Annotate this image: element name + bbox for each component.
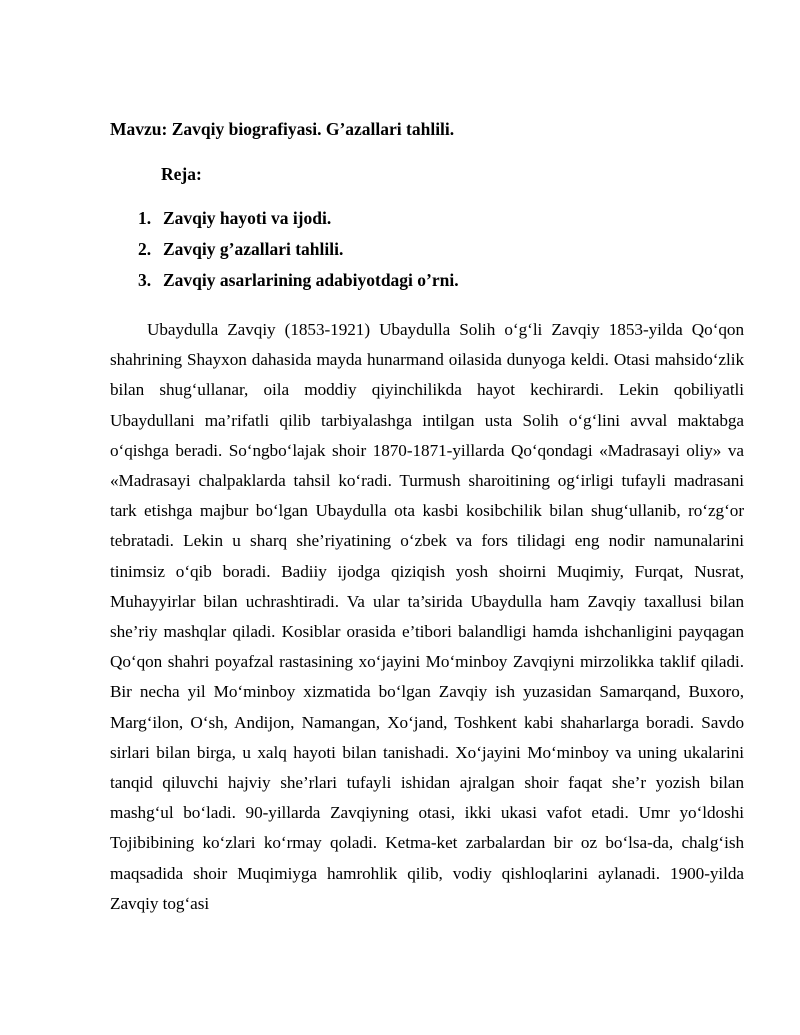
plan-item-number: 3. bbox=[138, 270, 152, 290]
plan-item bbox=[138, 238, 459, 269]
plan-item-number: 1. bbox=[138, 208, 152, 228]
plan-list bbox=[138, 207, 459, 300]
plan-item-text: Zavqiy hayoti va ijodi. bbox=[163, 208, 332, 228]
plan-item-text: Zavqiy g’azallari tahlili. bbox=[163, 239, 344, 259]
plan-item bbox=[138, 207, 459, 238]
plan-item-number: 2. bbox=[138, 239, 152, 259]
plan-item bbox=[138, 269, 459, 300]
plan-item-text: Zavqiy asarlarining adabiyotdagi o’rni. bbox=[163, 270, 459, 290]
plan-heading: Reja: bbox=[161, 164, 202, 184]
body-paragraph: Ubaydulla Zavqiy (1853-1921) Ubaydulla Solih o‘g‘li Zavqiy 1853-yilda Qo‘qon shahrining Shayxon dahasida mayda hunarmand oilasida dunyoga keldi. Otasi mahsido‘zlik bilan shug‘ullanar, oila moddiy qiyinchilikda hayot kechirardi. Lekin qobiliyatli Ubaydullani ma’rifatli qilib tarbiyalashga intilgan usta Solih o‘g‘lini avval maktabga o‘qishga beradi. So‘ngbo‘lajak shoir 1870-1871-yillarda Qo‘qondagi «Madrasayi oliy» va «Madrasayi chalpaklarda tahsil ko‘radi. Turmush sharoitining og‘irligi tufayli madrasani tark etishga majbur bo‘lgan Ubaydulla ota kasbi kosibchilik bilan shug‘ullanib, ro‘zg‘or tebratadi. Lekin u sharq she’riyatining o‘zbek va fors tilidagi eng nodir namunalarini tinimsiz o‘qib boradi. Badiiy ijodga qiziqish yosh shoirni Muqimiy, Furqat, Nusrat, Muhayyirlar bilan uchrashtiradi. Va ular ta’sirida Ubaydulla ham Zavqiy taxallusi bilan she’riy mashqlar qiladi. Kosiblar orasida e’tibori balandligi hamda ishchanligini payqagan Qo‘qon shahri poyafzal rastasining xo‘jayini Mo‘minboy Zavqiyni mirzolikka taklif qiladi. Bir necha yil Mo‘minboy xizmatida bo‘lgan Zavqiy ish yuzasidan Samarqand, Buxoro, Marg‘ilon, O‘sh, Andijon, Namangan, Xo‘jand, Toshkent kabi shaharlarga boradi. Savdo sirlari bilan birga, u xalq hayoti bilan tanishadi. Xo‘jayini Mo‘minboy va uning ukalarini tanqid qiluvchi hajviy she’rlari tufayli ishidan ajralgan shoir faqat she’r yozish bilan mashg‘ul bo‘ladi. 90-yillarda Zavqiyning otasi, ikki ukasi vafot etadi. Umr yo‘ldoshi Tojibibining ko‘zlari ko‘rmay qoladi. Ketma-ket zarbalardan bir oz bo‘lsa-da, chalg‘ish maqsadida shoir Muqimiyga hamrohlik qilib, vodiy qishloqlarini aylanadi. 1900-yilda Zavqiy tog‘asi bbox=[110, 320, 744, 913]
document-title: Mavzu: Zavqiy biografiyasi. G’azallari tahlili. bbox=[110, 119, 455, 139]
